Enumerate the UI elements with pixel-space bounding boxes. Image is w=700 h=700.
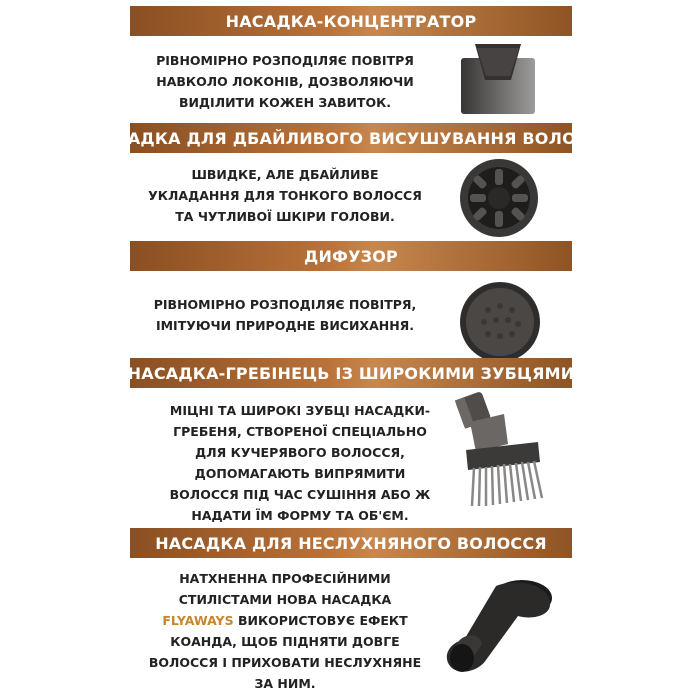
section-description (155, 400, 445, 526)
section-title: НАСАДКА-КОНЦЕНТРАТОР (130, 6, 572, 36)
description-line-rest: ВИКОРИСТОВУЄ ЕФЕКТ (233, 613, 408, 628)
section-description (130, 164, 440, 227)
section-description (130, 568, 440, 694)
description-line: НАДАТИ ЇМ ФОРМУ ТА ОБ'ЄМ. (191, 508, 409, 523)
section-title: НАСАДКА ДЛЯ НЕСЛУХНЯНОГО ВОЛОССЯ (130, 528, 572, 558)
concentrator-nozzle-icon (455, 40, 541, 116)
wide-tooth-comb-icon (446, 392, 558, 512)
gentle-air-nozzle-icon (458, 157, 540, 239)
flyaway-attachment-icon (436, 572, 556, 678)
section-title: НАСАДКА ДЛЯ ДБАЙЛИВОГО ВИСУШУВАННЯ ВОЛОССЯ (130, 123, 572, 153)
description-line (130, 610, 440, 631)
section-title: ДИФУЗОР (130, 241, 572, 271)
description-line: НАТХНЕННА ПРОФЕСІЙНИМИ (179, 571, 391, 586)
description-line: РІВНОМІРНО РОЗПОДІЛЯЄ ПОВІТРЯ, (153, 297, 417, 312)
description-line: ІМІТУЮЧИ ПРИРОДНЕ ВИСИХАННЯ. (155, 318, 415, 333)
description-line: УКЛАДАННЯ ДЛЯ ТОНКОГО ВОЛОССЯ (148, 188, 422, 203)
section-title: НАСАДКА-ГРЕБІНЕЦЬ ІЗ ШИРОКИМИ ЗУБЦЯМИ (130, 358, 572, 388)
description-line: СТИЛІСТАМИ НОВА НАСАДКА (178, 592, 392, 607)
description-line: ЗА НИМ. (254, 676, 316, 691)
description-line: ГРЕБЕНЯ, СТВОРЕНОЇ СПЕЦІАЛЬНО (173, 424, 427, 439)
description-line: РІВНОМІРНО РОЗПОДІЛЯЄ ПОВІТРЯ (156, 53, 414, 68)
brand-name: FLYAWAYS (162, 613, 234, 628)
description-line: МІЦНІ ТА ШИРОКІ ЗУБЦІ НАСАДКИ- (169, 403, 431, 418)
description-line: ДЛЯ КУЧЕРЯВОГО ВОЛОССЯ, (195, 445, 405, 460)
description-line: ВОЛОССЯ І ПРИХОВАТИ НЕСЛУХНЯНЕ (148, 655, 422, 670)
description-line: ДОПОМАГАЮТЬ ВИПРЯМИТИ (194, 466, 406, 481)
description-line: НАВКОЛО ЛОКОНІВ, ДОЗВОЛЯЮЧИ (156, 74, 414, 89)
section-description (130, 294, 440, 336)
description-line: КОАНДА, ЩОБ ПІДНЯТИ ДОВГЕ (170, 634, 400, 649)
description-line: ТА ЧУТЛИВОЇ ШКІРИ ГОЛОВИ. (175, 209, 395, 224)
description-line: ШВИДКЕ, АЛЕ ДБАЙЛИВЕ (191, 167, 379, 182)
description-line: ВИДІЛИТИ КОЖЕН ЗАВИТОК. (178, 95, 392, 110)
section-description (140, 50, 430, 113)
description-line: ВОЛОССЯ ПІД ЧАС СУШІННЯ АБО Ж (169, 487, 431, 502)
diffuser-icon (458, 280, 542, 364)
